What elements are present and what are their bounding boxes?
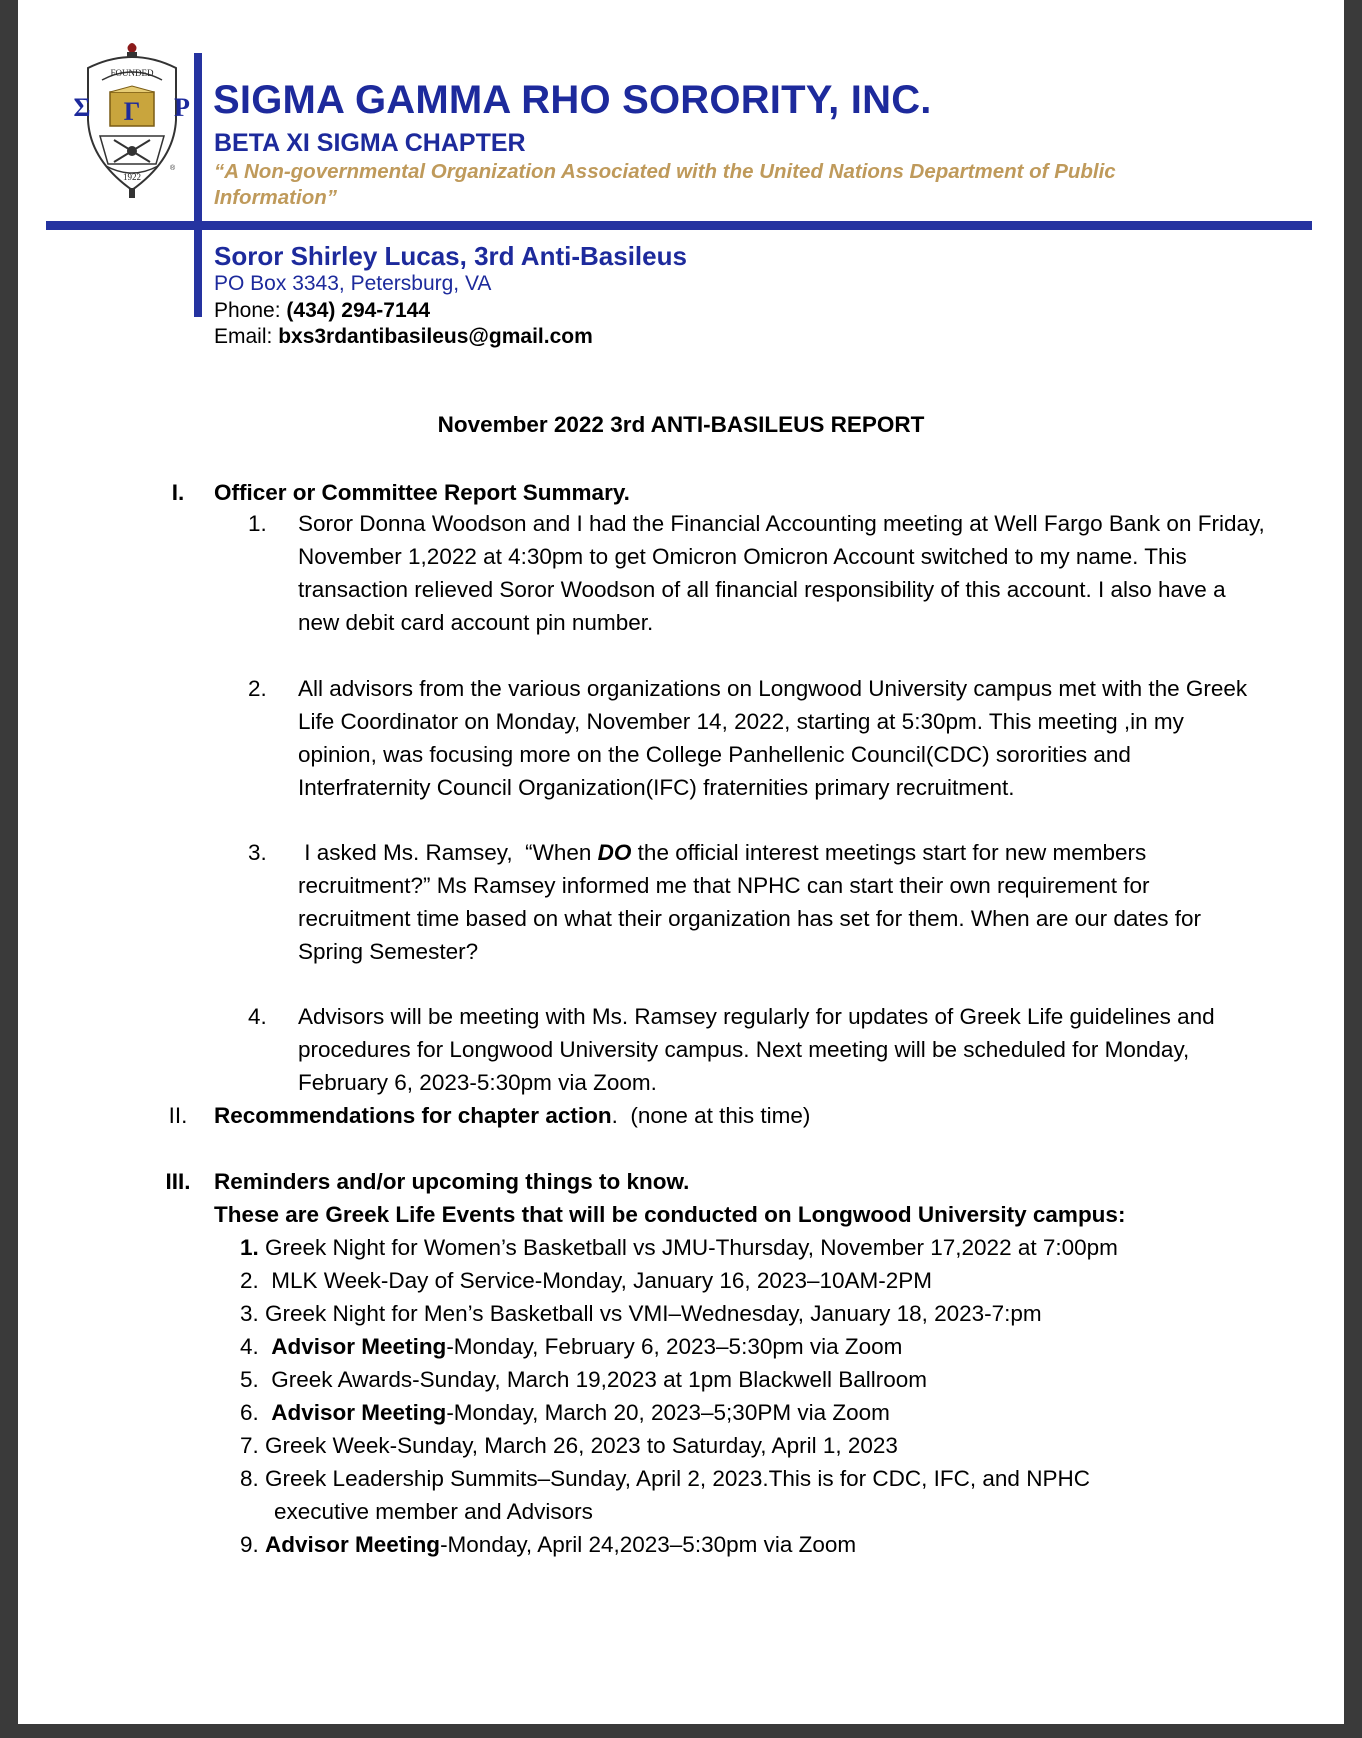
event-number: 6. — [240, 1400, 259, 1425]
text-segment: the official interest meetings start for new members recruitment?” Ms Ramsey informed me that NPHC can start their own requirement for recruitment time based on what their organization has set for them. When are our dates for Spring Semester? — [298, 840, 1201, 964]
event-text: MLK Week-Day of Service-Monday, January 16, 2023–10AM-2PM — [265, 1268, 933, 1293]
emphasis-text: DO — [597, 840, 632, 865]
header-vertical-rule — [194, 53, 202, 317]
event-text: -Monday, April 24,2023–5:30pm via Zoom — [440, 1532, 857, 1557]
sorority-crest-logo — [66, 40, 198, 198]
event-number: 9. — [240, 1532, 259, 1557]
officer-name: Soror Shirley Lucas, 3rd Anti-Basileus — [214, 241, 687, 271]
organization-name: SIGMA GAMMA RHO SORORITY, INC. — [213, 78, 932, 122]
event-item — [240, 1433, 898, 1459]
list-item-number: 2. — [248, 676, 267, 701]
list-item — [248, 1000, 1268, 1099]
officer-address: PO Box 3343, Petersburg, VA — [214, 272, 492, 295]
email-address: bxs3rdantibasileus@gmail.com — [278, 325, 593, 348]
event-item — [240, 1268, 932, 1294]
list-item-number: 1. — [248, 511, 267, 536]
event-item — [240, 1235, 1118, 1261]
section-2-title: Recommendations for chapter action — [214, 1103, 612, 1128]
event-number: 7. — [240, 1433, 259, 1458]
section-2-numeral: II. — [168, 1103, 188, 1128]
section-1-numeral: I. — [171, 480, 185, 505]
event-bold: Advisor Meeting — [271, 1400, 447, 1425]
list-item-number: 4. — [248, 1004, 267, 1029]
event-bold: Advisor Meeting — [265, 1532, 441, 1557]
header-horizontal-rule — [46, 221, 1312, 230]
list-item-text: Advisors will be meeting with Ms. Ramsey regularly for updates of Greek Life guidelines and procedures for Longwood University campus. Next meeting will be scheduled for Monday, February 6, 2023-5:30pm via Zoom. — [298, 1004, 1215, 1095]
event-text: -Monday, March 20, 2023–5;30PM via Zoom — [446, 1400, 890, 1425]
event-number: 8. — [240, 1466, 259, 1491]
event-number: 4. — [240, 1334, 259, 1359]
event-bold: Advisor Meeting — [271, 1334, 447, 1359]
section-1-title: Officer or Committee Report Summary. — [214, 480, 630, 505]
event-text: executive member and Advisors — [274, 1499, 593, 1524]
event-item — [240, 1367, 927, 1393]
text-segment: I asked Ms. Ramsey, “When — [298, 840, 598, 865]
event-number: 1. — [240, 1235, 259, 1260]
email-line — [214, 325, 593, 349]
svg-text:Γ: Γ — [123, 97, 141, 126]
list-item-text — [298, 836, 1268, 968]
event-text: Greek Awards-Sunday, March 19,2023 at 1pm Blackwell Ballroom — [265, 1367, 928, 1392]
event-item — [240, 1532, 856, 1558]
email-label: Email: — [214, 325, 279, 348]
event-text: Greek Week-Sunday, March 26, 2023 to Saturday, April 1, 2023 — [265, 1433, 898, 1458]
list-item-text: Soror Donna Woodson and I had the Financial Accounting meeting at Well Fargo Bank on Friday, November 1,2022 at 4:30pm to get Omicron Omicron Account switched to my name. This transaction relieved Soror Woodson of all financial responsibility of this account. I also have a new debit card account pin number. — [298, 511, 1265, 635]
document-page — [18, 0, 1344, 1724]
event-item — [240, 1466, 1090, 1492]
phone-number: (434) 294-7144 — [286, 299, 431, 322]
chapter-name: BETA XI SIGMA CHAPTER — [214, 129, 526, 157]
svg-text:®: ® — [170, 165, 176, 172]
event-text: Greek Leadership Summits–Sunday, April 2, 2023.This is for CDC, IFC, and NPHC — [265, 1466, 1090, 1491]
phone-line — [214, 299, 430, 323]
event-item — [240, 1334, 902, 1360]
list-item — [248, 507, 1268, 639]
list-item — [248, 672, 1268, 804]
svg-text:Ρ: Ρ — [174, 93, 190, 122]
list-item — [248, 836, 1268, 968]
section-3-title: Reminders and/or upcoming things to know. — [214, 1169, 690, 1194]
section-3-numeral: III. — [165, 1169, 191, 1194]
svg-text:Σ: Σ — [73, 93, 91, 122]
section-3-subtitle: These are Greek Life Events that will be conducted on Longwood University campus: — [214, 1202, 1126, 1227]
section-2-note: . (none at this time) — [611, 1103, 811, 1128]
report-title: November 2022 3rd ANTI-BASILEUS REPORT — [437, 412, 925, 437]
crest-founded-text: FOUNDED — [110, 68, 154, 78]
event-number: 2. — [240, 1268, 259, 1293]
event-text: -Monday, February 6, 2023–5:30pm via Zoom — [446, 1334, 903, 1359]
crest-year-text: 1922 — [123, 172, 141, 182]
event-text: Greek Night for Women’s Basketball vs JMU-Thursday, November 17,2022 at 7:00pm — [265, 1235, 1118, 1260]
event-item — [240, 1400, 890, 1426]
phone-label: Phone: — [214, 299, 287, 322]
tagline: “A Non-governmental Organization Associated with the United Nations Department of Public Information” — [214, 160, 1116, 209]
list-item-number: 3. — [248, 840, 267, 865]
event-text: Greek Night for Men’s Basketball vs VMI–Wednesday, January 18, 2023-7:pm — [265, 1301, 1042, 1326]
event-number: 3. — [240, 1301, 259, 1326]
section-2-line — [214, 1103, 810, 1129]
list-item-text: All advisors from the various organizations on Longwood University campus met with the Greek Life Coordinator on Monday, November 14, 2022, starting at 5:30pm. This meeting ,in my opinion, was focusing more on the College Panhellenic Council(CDC) sororities and Interfraternity Council Organization(IFC) fraternities primary recruitment. — [298, 676, 1248, 800]
event-number: 5. — [240, 1367, 259, 1392]
event-item-continuation — [274, 1499, 593, 1525]
event-item — [240, 1301, 1042, 1327]
